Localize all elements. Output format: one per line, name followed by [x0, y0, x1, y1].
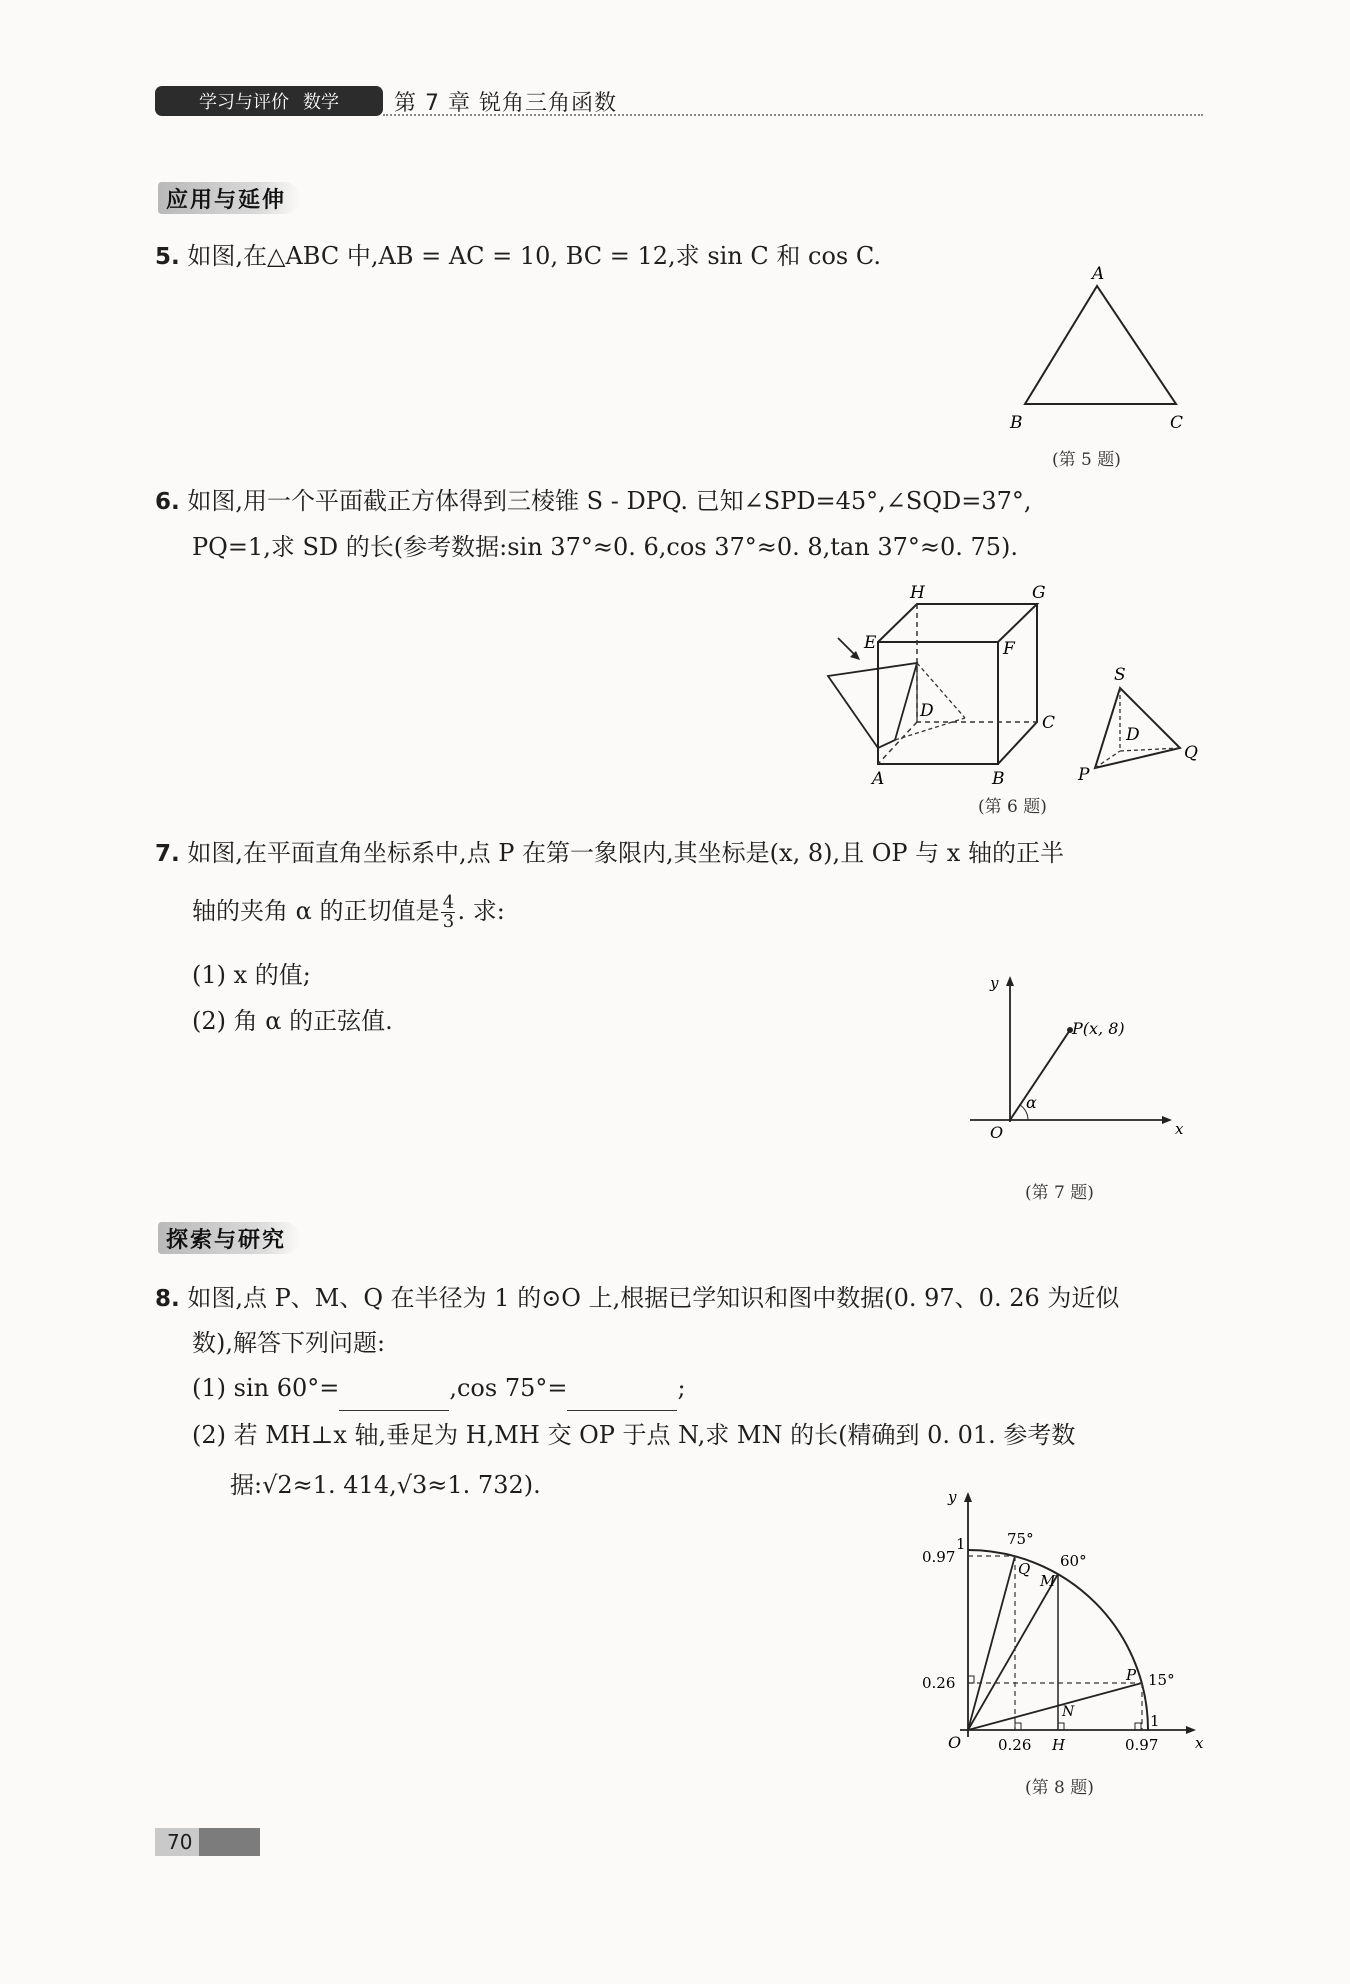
label-p: P	[1078, 765, 1090, 785]
section-label-explore: 探索与研究	[158, 1222, 300, 1254]
label-alpha: α	[1026, 1093, 1037, 1112]
section-label-apply: 应用与延伸	[158, 182, 300, 214]
label-one-y: 1	[956, 1535, 966, 1553]
question-5-text: 如图,在△ABC 中,AB = AC = 10, BC = 12,求 sin C 和 cos C.	[187, 242, 881, 270]
cube-right-face	[998, 604, 1037, 764]
label-q-8: Q	[1018, 1560, 1031, 1578]
figure-5-triangle	[1000, 262, 1210, 437]
fraction-numerator: 4	[442, 892, 455, 913]
segment-op	[1010, 1030, 1070, 1120]
ray-oq	[968, 1556, 1015, 1730]
question-6-line-1	[155, 478, 1032, 525]
label-o-8: O	[948, 1733, 962, 1752]
question-7-line-2	[192, 888, 505, 934]
label-y: y	[990, 974, 999, 992]
answer-blank-cos75[interactable]	[567, 1385, 677, 1411]
label-d: D	[920, 701, 934, 721]
ray-om	[968, 1574, 1058, 1730]
label-one-x: 1	[1150, 1712, 1160, 1730]
y-axis-arrow-icon	[1006, 976, 1014, 986]
label-y-8: y	[948, 1488, 957, 1506]
header-divider	[383, 114, 1203, 116]
question-8-sub-2-line-1: (2) 若 MH⊥x 轴,垂足为 H,MH 交 OP 于点 N,求 MN 的长(精确到 0. 01. 参考数	[192, 1421, 1076, 1449]
label-b: B	[1010, 413, 1023, 433]
right-angle-mark-3	[1058, 1723, 1064, 1730]
label-c: C	[1170, 413, 1184, 433]
y-axis-arrow-icon-8	[964, 1492, 972, 1502]
x-axis-arrow-icon-8	[1186, 1726, 1196, 1734]
header-book-title: 学习与评价	[199, 92, 289, 113]
caption-8: (第 8 题)	[1025, 1778, 1094, 1798]
label-x-097: 0.97	[1125, 1736, 1159, 1752]
label-e: E	[864, 633, 877, 653]
question-7-sub-2: (2) 角 α 的正弦值.	[192, 1007, 393, 1035]
label-x-8: x	[1195, 1734, 1204, 1752]
label-p-coord: P(x, 8)	[1072, 1019, 1125, 1038]
label-p-8: P	[1126, 1666, 1137, 1684]
page-number: 70	[155, 1828, 260, 1856]
question-6-text-1: 如图,用一个平面截正方体得到三棱锥 S - DPQ. 已知∠SPD=45°,∠SQD=37°,	[187, 487, 1032, 515]
question-8-sub-1-a: (1) sin 60°=	[192, 1374, 340, 1402]
caption-7: (第 7 题)	[1025, 1183, 1094, 1203]
question-8-line-1	[155, 1275, 1119, 1322]
question-7-text-3: . 求:	[457, 897, 505, 925]
cutting-plane	[828, 663, 917, 748]
triangle-abc	[1025, 286, 1176, 404]
question-7-text-2: 轴的夹角 α 的正切值是	[192, 897, 440, 925]
question-5-number: 5.	[155, 244, 180, 270]
label-f: F	[1003, 639, 1015, 659]
question-8-number: 8.	[155, 1286, 180, 1312]
figure-7-coordinate	[960, 970, 1190, 1150]
question-8-sub-1-b: ,cos 75°=	[449, 1374, 568, 1402]
ray-op	[968, 1683, 1142, 1730]
figure-6-cube	[820, 578, 1210, 788]
caption-5: (第 5 题)	[1052, 450, 1121, 470]
right-angle-mark-1	[968, 1676, 974, 1683]
label-y-097: 0.97	[922, 1548, 956, 1566]
label-angle-60: 60°	[1060, 1552, 1087, 1570]
question-6-line-2: PQ=1,求 SD 的长(参考数据:sin 37°≈0. 6,cos 37°≈0. 8,tan 37°≈0. 75).	[192, 533, 1019, 561]
question-7-text-1: 如图,在平面直角坐标系中,点 P 在第一象限内,其坐标是(x, 8),且 OP 与 x 轴的正半	[187, 839, 1064, 867]
label-n-8: N	[1062, 1704, 1075, 1720]
x-axis-arrow-icon	[1162, 1116, 1172, 1124]
label-d-pyramid: D	[1126, 725, 1140, 745]
cube-top-face	[878, 604, 1037, 642]
fraction-denominator: 3	[442, 911, 455, 932]
label-o: O	[990, 1123, 1004, 1142]
label-h: H	[910, 583, 925, 603]
right-angle-mark-4	[1135, 1723, 1141, 1730]
question-8-sub-2-line-2: 据:√2≈1. 414,√3≈1. 732).	[230, 1471, 541, 1499]
label-m-8: M	[1040, 1572, 1056, 1590]
label-s: S	[1114, 665, 1126, 685]
question-8-line-2: 数),解答下列问题:	[192, 1329, 386, 1357]
header-chapter: 第 7 章 锐角三角函数	[394, 91, 617, 116]
header-subject: 数学	[303, 92, 339, 113]
question-7-line-1	[155, 830, 1064, 877]
question-6-number: 6.	[155, 489, 180, 515]
header-badge	[155, 86, 383, 116]
label-angle-75: 75°	[1007, 1530, 1034, 1548]
label-q: Q	[1184, 743, 1198, 763]
label-b-cube: B	[992, 769, 1005, 788]
right-angle-mark-2	[1015, 1723, 1021, 1730]
question-8-sub-1	[192, 1365, 686, 1411]
label-g: G	[1032, 583, 1046, 603]
label-c-cube: C	[1042, 713, 1056, 733]
label-y-026: 0.26	[922, 1674, 956, 1692]
question-7-sub-1: (1) x 的值;	[192, 961, 311, 989]
answer-blank-sin60[interactable]	[339, 1385, 449, 1411]
question-8-sub-1-c: ;	[677, 1374, 686, 1402]
figure-8-unit-circle	[920, 1482, 1210, 1752]
caption-6: (第 6 题)	[978, 797, 1047, 817]
question-5	[155, 233, 881, 280]
label-angle-15: 15°	[1148, 1671, 1175, 1689]
label-h-8: H	[1052, 1736, 1066, 1752]
question-8-text-1: 如图,点 P、M、Q 在半径为 1 的⊙O 上,根据已学知识和图中数据(0. 97、0. 26 为近似	[187, 1284, 1120, 1312]
label-a-cube: A	[872, 769, 885, 788]
label-x: x	[1175, 1120, 1184, 1138]
fraction-four-thirds	[441, 894, 455, 931]
label-a: A	[1092, 264, 1105, 284]
label-x-026: 0.26	[998, 1736, 1032, 1752]
question-7-number: 7.	[155, 841, 180, 867]
